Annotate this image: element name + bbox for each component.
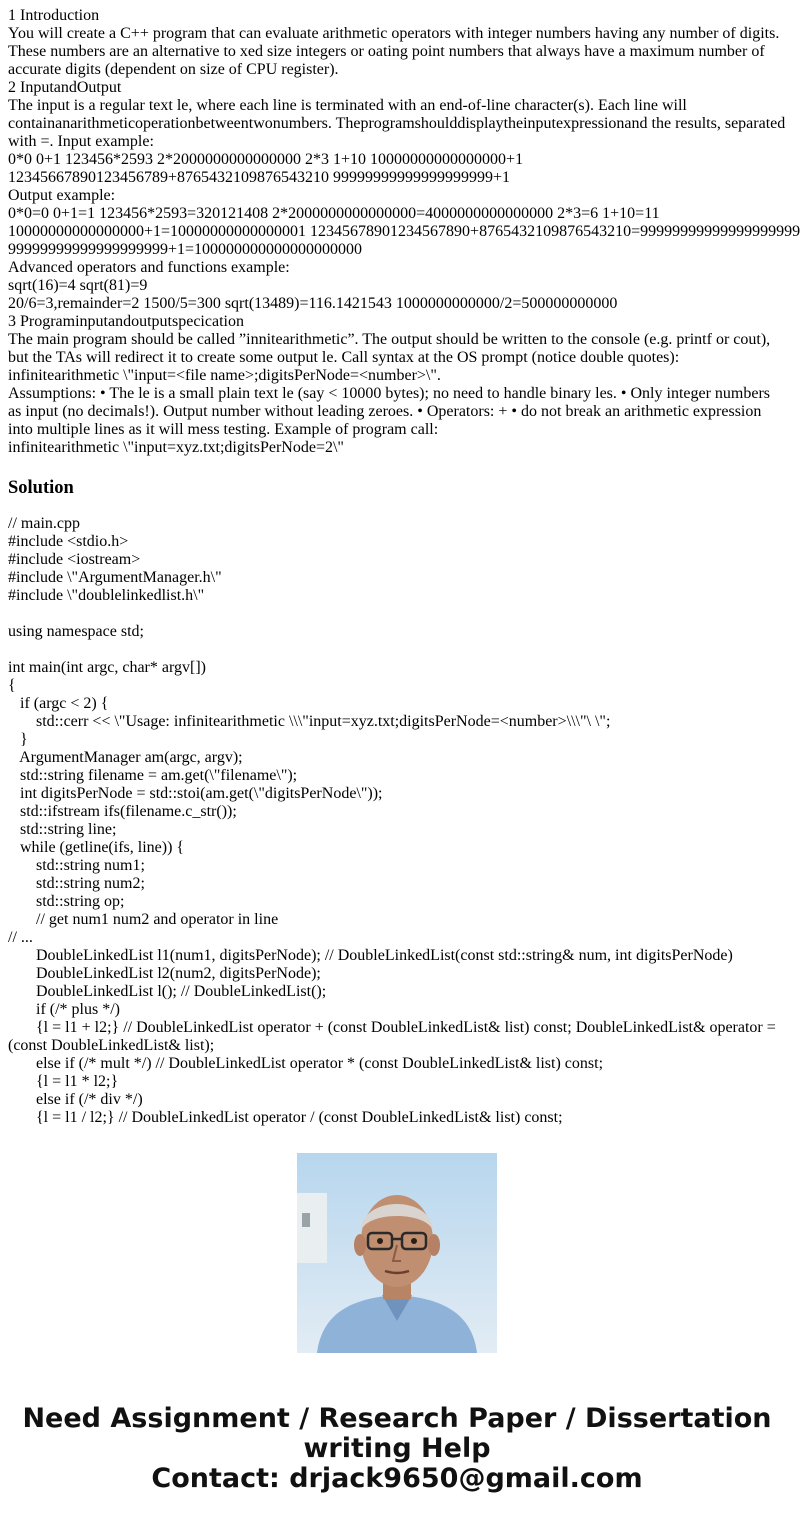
code-line: else if (/* mult */) // DoubleLinkedList operator * (const DoubleLinkedList& list) const; bbox=[8, 1055, 604, 1072]
problem-statement bbox=[8, 7, 800, 457]
document-line: You will create a C++ program that can evaluate arithmetic operators with integer numbers having any number of digits. bbox=[8, 25, 780, 42]
code-line: DoubleLinkedList l2(num2, digitsPerNode); bbox=[8, 965, 321, 982]
code-line: #include <stdio.h> bbox=[8, 533, 129, 550]
banner-line-1: Need Assignment / Research Paper / Dissertation bbox=[22, 1403, 772, 1434]
code-line: // ... bbox=[8, 929, 33, 946]
banner-contact-line: Contact: drjack9650@gmail.com bbox=[151, 1463, 643, 1494]
document-line: as input (no decimals!). Output number without leading zeroes. • Operators: + • do not break an arithmetic expression bbox=[8, 403, 762, 420]
document-line: These numbers are an alternative to xed size integers or oating point numbers that always have a maximum number of bbox=[8, 43, 765, 60]
document-line: 10000000000000000+1=10000000000000001 12345678901234567890+8765432109876543210=99999999999999999999 bbox=[8, 223, 800, 240]
code-line: #include \"doublelinkedlist.h\" bbox=[8, 587, 205, 604]
document-line: 12345667890123456789+8765432109876543210 99999999999999999999+1 bbox=[8, 169, 511, 186]
document-line: accurate digits (dependent on size of CPU register). bbox=[8, 61, 339, 78]
document-line: sqrt(16)=4 sqrt(81)=9 bbox=[8, 277, 148, 294]
code-line: if (/* plus */) bbox=[8, 1001, 120, 1018]
code-line: int digitsPerNode = std::stoi(am.get(\"digitsPerNode\")); bbox=[8, 785, 383, 802]
code-line: { bbox=[8, 677, 16, 694]
document-line: 0*0=0 0+1=1 123456*2593=320121408 2*2000000000000000=4000000000000000 2*3=6 1+10=11 bbox=[8, 205, 660, 222]
code-line: } bbox=[8, 731, 28, 748]
document-line: 3 Programinputandoutputspecication bbox=[8, 313, 244, 330]
code-line: {l = l1 / l2;} // DoubleLinkedList operator / (const DoubleLinkedList& list) const; bbox=[8, 1109, 563, 1126]
code-line: (const DoubleLinkedList& list); bbox=[8, 1037, 215, 1054]
document-line: but the TAs will redirect it to create some output le. Call syntax at the OS prompt (notice double quotes): bbox=[8, 349, 680, 366]
code-line: std::string num2; bbox=[8, 875, 145, 892]
document-line: 20/6=3,remainder=2 1500/5=300 sqrt(13489)=116.1421543 1000000000000/2=500000000000 bbox=[8, 295, 618, 312]
document-line: containanarithmeticoperationbetweentwonumbers. Theprogramshoulddisplaytheinputexpressionand the results, separated bbox=[8, 115, 786, 132]
code-line: std::ifstream ifs(filename.c_str()); bbox=[8, 803, 237, 820]
person-portrait-icon bbox=[297, 1153, 497, 1353]
document-line: 99999999999999999999+1=100000000000000000000 bbox=[8, 241, 363, 258]
document-line: 0*0 0+1 123456*2593 2*2000000000000000 2*3 1+10 10000000000000000+1 bbox=[8, 151, 524, 168]
code-line: // get num1 num2 and operator in line bbox=[8, 911, 279, 928]
code-line: while (getline(ifs, line)) { bbox=[8, 839, 185, 856]
solution-heading: Solution bbox=[8, 478, 74, 498]
document-line: Assumptions: • The le is a small plain text le (say < 10000 bytes); no need to handle binary les. • Only integer numbers bbox=[8, 385, 771, 402]
document-line: infinitearithmetic \"input=xyz.txt;digitsPerNode=2\" bbox=[8, 439, 344, 456]
banner-line-2: writing Help bbox=[303, 1433, 491, 1464]
document-line: The input is a regular text le, where each line is terminated with an end-of-line character(s). Each line will bbox=[8, 97, 687, 114]
document-line: The main program should be called ”innitearithmetic”. The output should be written to the console (e.g. printf or cout), bbox=[8, 331, 771, 348]
code-block bbox=[8, 515, 788, 1127]
code-line: using namespace std; bbox=[8, 623, 144, 640]
code-line: if (argc < 2) { bbox=[8, 695, 109, 712]
code-line: std::string num1; bbox=[8, 857, 145, 874]
document-line: Output example: bbox=[8, 187, 116, 204]
document-line: 1 Introduction bbox=[8, 7, 100, 24]
code-line: DoubleLinkedList l1(num1, digitsPerNode); // DoubleLinkedList(const std::string& num, int digitsPerNode) bbox=[8, 947, 733, 964]
document-line: Advanced operators and functions example: bbox=[8, 259, 290, 276]
code-line bbox=[8, 605, 788, 623]
document-line: 2 InputandOutput bbox=[8, 79, 122, 96]
code-line: else if (/* div */) bbox=[8, 1091, 143, 1108]
document-line: with =. Input example: bbox=[8, 133, 154, 150]
code-line: int main(int argc, char* argv[]) bbox=[8, 659, 206, 676]
code-line bbox=[8, 641, 788, 659]
code-line: std::string filename = am.get(\"filename\"); bbox=[8, 767, 298, 784]
document-line: into multiple lines as it will mess testing. Example of program call: bbox=[8, 421, 439, 438]
code-line: {l = l1 + l2;} // DoubleLinkedList operator + (const DoubleLinkedList& list) const; DoubleLinkedList& operator = bbox=[8, 1019, 776, 1036]
code-line: #include <iostream> bbox=[8, 551, 141, 568]
code-line: #include \"ArgumentManager.h\" bbox=[8, 569, 222, 586]
code-line: std::cerr << \"Usage: infinitearithmetic \\\"input=xyz.txt;digitsPerNode=<number>\\\"\ \"; bbox=[8, 713, 611, 730]
contact-banner bbox=[0, 1404, 794, 1494]
code-line: std::string line; bbox=[8, 821, 117, 838]
code-line: // main.cpp bbox=[8, 515, 80, 532]
document-line: infinitearithmetic \"input=<file name>;digitsPerNode=<number>\". bbox=[8, 367, 441, 384]
code-block-clip bbox=[8, 515, 788, 1126]
author-avatar bbox=[297, 1153, 497, 1353]
code-line: ArgumentManager am(argc, argv); bbox=[8, 749, 243, 766]
code-line: {l = l1 * l2;} bbox=[8, 1073, 119, 1090]
code-line: std::string op; bbox=[8, 893, 125, 910]
document-body bbox=[8, 7, 800, 1126]
code-line: DoubleLinkedList l(); // DoubleLinkedList(); bbox=[8, 983, 327, 1000]
